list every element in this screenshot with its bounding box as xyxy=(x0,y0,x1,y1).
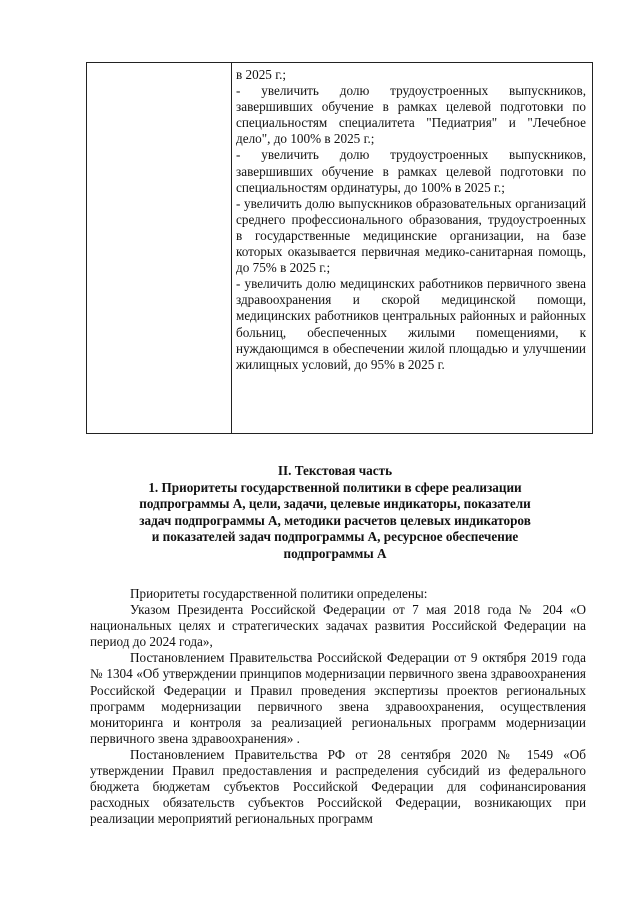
subsection-title-line: подпрограммы А xyxy=(283,545,387,561)
body-paragraph: Постановлением Правительства РФ от 28 сентября 2020 № 1549 «Об утверждении Правил предоставления и распределения субсидий из федерального бюджета бюджетам субъектов Российской Федерации для софинансирования расходных обязательств субъектов Российской Федерации, возникающих при реализации мероприятий региональных программ xyxy=(90,746,586,827)
table-cell-indicators xyxy=(236,67,586,373)
subsection-title-line: подпрограммы А, цели, задачи, целевые индикаторы, показатели xyxy=(139,496,531,511)
body-paragraph: Приоритеты государственной политики определены: xyxy=(130,586,428,601)
section-title: II. Текстовая часть xyxy=(277,463,393,478)
subsection-title-line: задач подпрограммы А, методики расчетов целевых индикаторов xyxy=(139,512,531,528)
body-paragraph: Постановлением Правительства Российской Федерации от 9 октября 2019 года № 1304 «Об утверждении принципов модернизации первичного звена здравоохранения Российской Федерации и Правил проведения экспертизы проектов региональных программ модернизации первичного звена здравоохранения, осуществления мониторинга и контроля за реализацией региональных программ модернизации первичного звена здравоохранения» . xyxy=(90,650,586,746)
table-cell-paragraph: - увеличить долю трудоустроенных выпускников, завершивших обучение в рамках целевой подготовки по специальностям специалитета "Педиатрия" и "Лечебное дело", до 100% в 2025 г.; xyxy=(236,83,586,147)
table-cell-paragraph: - увеличить долю трудоустроенных выпускников, завершивших обучение в рамках целевой подготовки по специальностям ординатуры, до 100% в 2025 г.; xyxy=(236,147,586,195)
table-cell-paragraph: - увеличить долю выпускников образовательных организаций среднего профессионального образования, трудоустроенных в государственные медицинские организации, на базе которых оказывается первичная медико-санитарная помощь, до 75% в 2025 г.; xyxy=(236,195,586,276)
table-cell-paragraph: в 2025 г.; xyxy=(236,67,287,82)
body-paragraph: Указом Президента Российской Федерации от 7 мая 2018 года № 204 «О национальных целях и стратегических задачах развития Российской Федерации на период до 2024 года», xyxy=(90,602,586,650)
subsection-title-line: 1. Приоритеты государственной политики в сфере реализации xyxy=(148,479,522,495)
indicators-table xyxy=(86,62,593,434)
table-column-divider xyxy=(231,63,232,433)
table-cell-paragraph: - увеличить долю медицинских работников первичного звена здравоохранения и скорой медицинской помощи, медицинских работников центральных районных и районных больниц, обеспеченных жилыми помещениями, к нуждающимся в обеспечении жилой площадью и улучшении жилищных условий, до 95% в 2025 г. xyxy=(236,276,586,372)
body-text xyxy=(90,586,586,827)
section-heading xyxy=(120,463,550,562)
subsection-title-line: и показателей задач подпрограммы А, ресурсное обеспечение xyxy=(151,529,519,544)
